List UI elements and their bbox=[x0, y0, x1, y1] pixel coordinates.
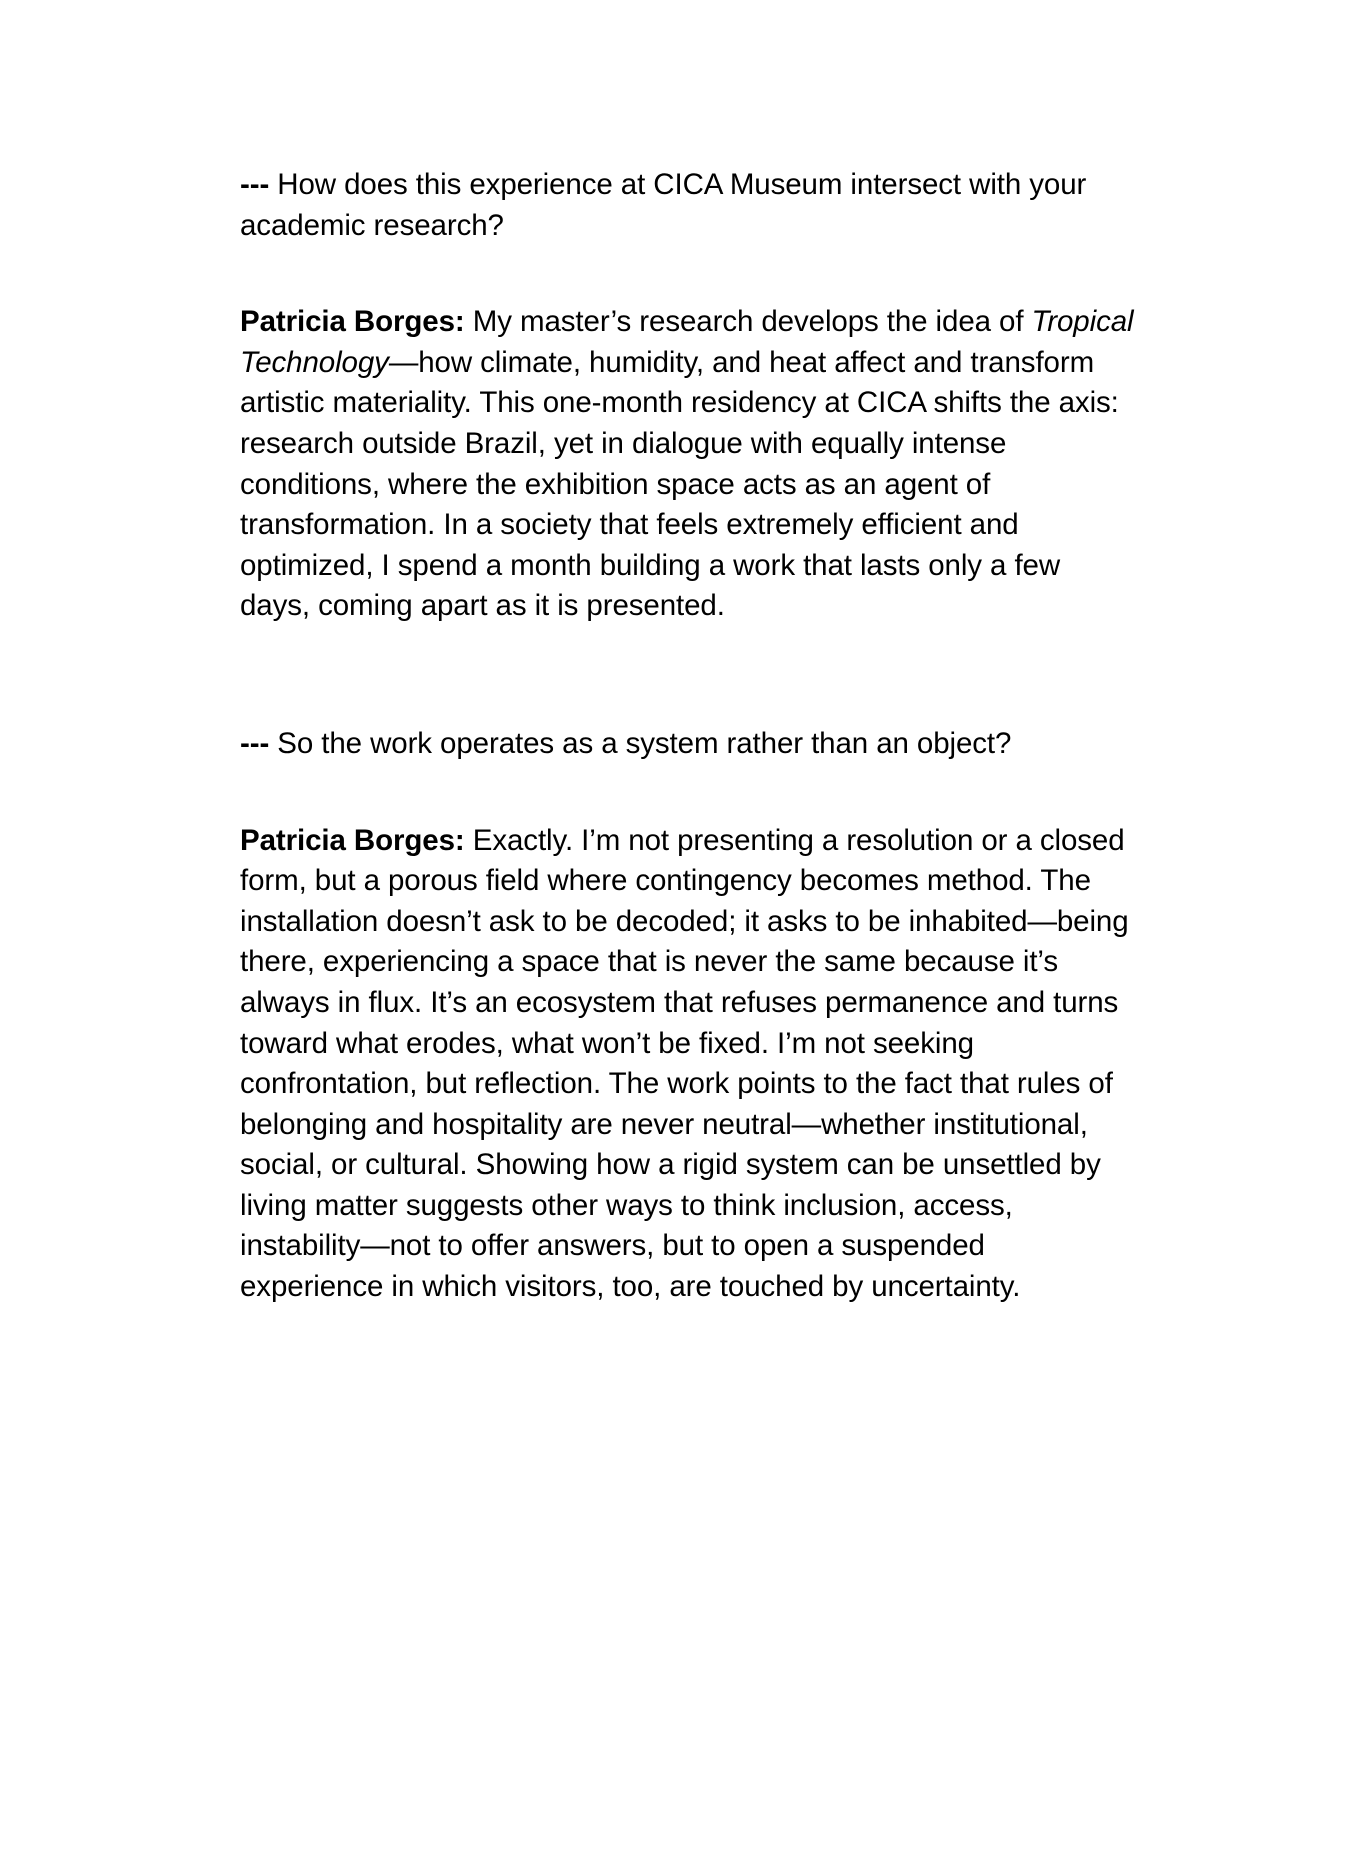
question-2 bbox=[240, 724, 1180, 765]
question-text: How does this experience at CICA Museum intersect with your bbox=[277, 168, 1087, 201]
italic-term: Tropical bbox=[1031, 305, 1134, 339]
answer-2-line: experience in which visitors, too, are touched by uncertainty. bbox=[240, 1270, 1021, 1304]
answer-1-line: days, coming apart as it is presented. bbox=[240, 589, 725, 623]
answer-1-line: transformation. In a society that feels extremely efficient and bbox=[240, 508, 1019, 542]
answer-1-line-1 bbox=[240, 302, 1180, 343]
answer-2-line: belonging and hospitality are never neutral—whether institutional, bbox=[240, 1107, 1088, 1141]
answer-2 bbox=[240, 821, 1180, 1308]
answer-1-line: research outside Brazil, yet in dialogue with equally intense bbox=[240, 426, 1007, 460]
speaker-name: Patricia Borges: bbox=[240, 823, 465, 857]
answer-2-line-1 bbox=[240, 821, 1180, 862]
answer-1 bbox=[240, 302, 1180, 627]
question-text: So the work operates as a system rather than an object? bbox=[277, 726, 1012, 760]
answer-1-line: optimized, I spend a month building a work that lasts only a few bbox=[240, 548, 1061, 582]
question-2-line-1 bbox=[240, 724, 1180, 765]
answer-text: My master’s research develops the idea of bbox=[472, 305, 1024, 339]
answer-1-line-2 bbox=[240, 343, 1180, 384]
question-marker: --- bbox=[240, 726, 270, 760]
answer-2-line: form, but a porous field where contingency becomes method. The bbox=[240, 864, 1091, 898]
question-1 bbox=[240, 165, 1180, 246]
question-1-line-2: academic research? bbox=[240, 208, 504, 242]
answer-1-line: conditions, where the exhibition space acts as an agent of bbox=[240, 467, 991, 501]
answer-2-line: installation doesn’t ask to be decoded; it asks to be inhabited—being bbox=[240, 904, 1129, 938]
answer-2-line: instability—not to offer answers, but to open a suspended bbox=[240, 1229, 985, 1263]
speaker-name: Patricia Borges: bbox=[240, 305, 465, 339]
answer-2-line: there, experiencing a space that is never the same because it’s bbox=[240, 945, 1059, 979]
answer-2-line: toward what erodes, what won’t be fixed. I’m not seeking bbox=[240, 1026, 974, 1060]
answer-1-line: artistic materiality. This one-month residency at CICA shifts the axis: bbox=[240, 386, 1119, 420]
answer-2-line: social, or cultural. Showing how a rigid system can be unsettled by bbox=[240, 1148, 1101, 1182]
question-1-line-1 bbox=[240, 165, 1180, 206]
answer-2-line: confrontation, but reflection. The work points to the fact that rules of bbox=[240, 1067, 1113, 1101]
answer-text: Exactly. I’m not presenting a resolution or a closed bbox=[472, 823, 1125, 857]
answer-text: —how climate, humidity, and heat affect and transform bbox=[388, 345, 1095, 379]
document-page bbox=[240, 165, 1180, 1308]
question-marker: --- bbox=[240, 168, 270, 201]
answer-2-line: living matter suggests other ways to think inclusion, access, bbox=[240, 1188, 1013, 1222]
italic-term: Technology bbox=[240, 345, 389, 379]
answer-2-line: always in flux. It’s an ecosystem that refuses permanence and turns bbox=[240, 985, 1119, 1019]
